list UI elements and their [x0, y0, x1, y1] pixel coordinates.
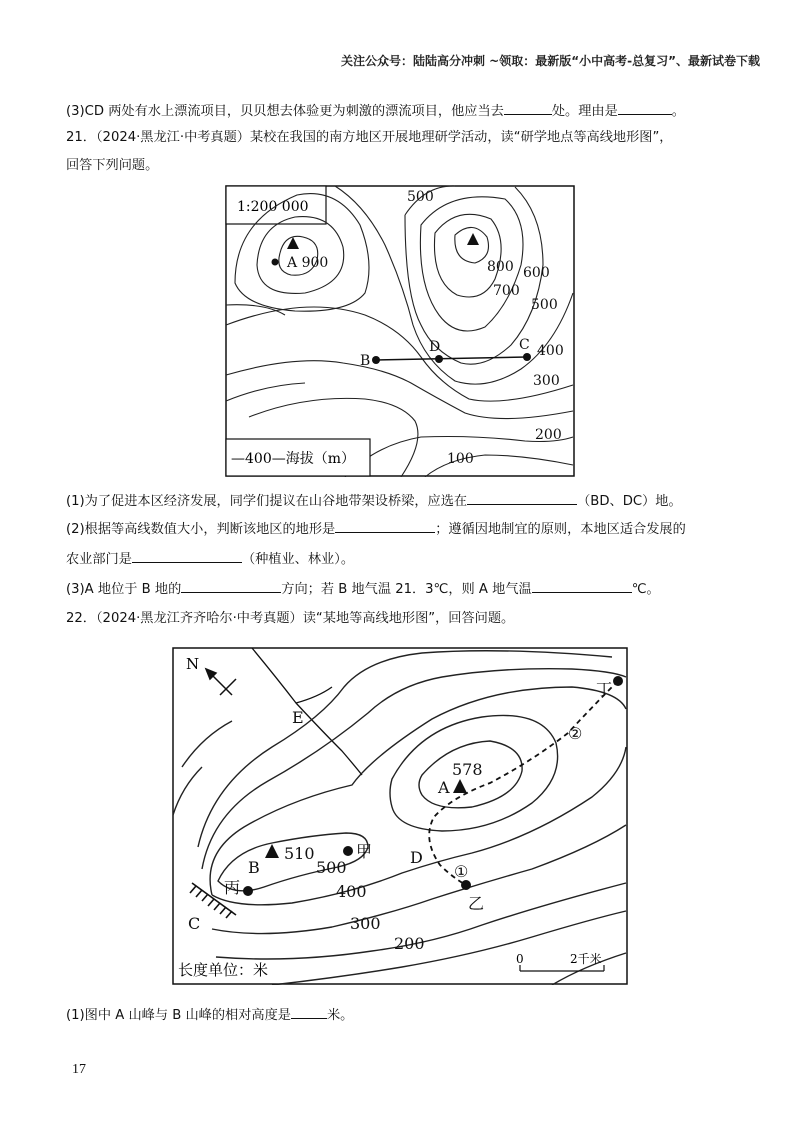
contour-label: 700 — [493, 283, 520, 299]
label-c: C — [519, 337, 530, 353]
q21-sub2: (2)根据等高线数值大小，判断该地区的地形是 ；遵循因地制宜的原则，本地区适合发展的 — [66, 518, 756, 540]
label-b: B — [360, 353, 371, 369]
unit-label: 长度单位：米 — [178, 961, 269, 979]
q21-stem-line1: 21．（2024·黑龙江·中考真题）某校在我国的南方地区开展地理研学活动，读“研学地点等高线地形图”， — [66, 130, 673, 145]
label-c: C — [188, 914, 201, 933]
point-c — [523, 353, 531, 361]
contour-label: 400 — [537, 343, 564, 359]
label-route-1: ① — [454, 862, 469, 881]
answer-blank[interactable] — [467, 490, 577, 505]
q22-stem: 22．（2024·黑龙江齐齐哈尔·中考真题）读“某地等高线地形图”，回答问题。 — [66, 611, 515, 626]
north-label: N — [186, 655, 200, 673]
peak-a-elevation: 578 — [452, 760, 483, 779]
q21-sub1: (1)为了促进本区经济发展，同学们提议在山谷地带架设桥梁，应选在 （BD、DC）地。 — [66, 490, 756, 512]
q20-sub3: (3)CD 两处有水上漂流项目，贝贝想去体验更为刺激的漂流项目，他应当去 处。理由是 。 — [66, 100, 756, 122]
contour-label: 400 — [336, 882, 367, 901]
contour-label: 300 — [350, 914, 381, 933]
contour-map-1 — [225, 185, 575, 477]
point-yi — [461, 880, 471, 890]
label-b: B — [248, 858, 260, 877]
answer-blank[interactable] — [181, 578, 281, 593]
contour-label: 600 — [523, 265, 550, 281]
label-d: D — [429, 339, 441, 355]
label-ding: 丁 — [596, 680, 613, 699]
contour-label: 100 — [447, 451, 474, 467]
q22-sub1: (1)图中 A 山峰与 B 山峰的相对高度是 米。 — [66, 1004, 756, 1026]
point-ding — [613, 676, 623, 686]
label-jia: 甲 — [356, 842, 373, 861]
answer-blank[interactable] — [504, 100, 552, 115]
contour-label: 500 — [531, 297, 558, 313]
q21-stem-line2: 回答下列问题。 — [66, 158, 159, 173]
contour-label: 300 — [533, 373, 560, 389]
q21-sub2-cont: 农业部门是 （种植业、林业）。 — [66, 548, 756, 570]
label-e: E — [292, 708, 304, 727]
contour-label: 200 — [535, 427, 562, 443]
answer-blank[interactable] — [132, 548, 242, 563]
peak-b-elevation: 510 — [284, 844, 315, 863]
point-b — [372, 356, 380, 364]
label-bing: 丙 — [224, 878, 241, 897]
page-header: 关注公众号：陆陆高分冲刺 ~领取：最新版“小中高考-总复习”、最新试卷下载 — [341, 54, 760, 68]
label-a: A — [438, 778, 450, 797]
page-number: 17 — [72, 1062, 86, 1077]
map-scale: 1:200 000 — [237, 199, 309, 215]
q21-sub3: (3)A 地位于 B 地的 方向；若 B 地气温 21．3℃，则 A 地气温 ℃。 — [66, 578, 756, 600]
legend: —400—海拔（m） — [231, 451, 356, 467]
contour-label: 200 — [394, 934, 425, 953]
point-jia — [343, 846, 353, 856]
contour-label: 500 — [316, 858, 347, 877]
label-yi: 乙 — [468, 894, 485, 913]
contour-map-2 — [172, 647, 628, 985]
scale-length: 2千米 — [570, 952, 602, 966]
label-route-2: ② — [568, 724, 583, 743]
answer-blank[interactable] — [335, 518, 435, 533]
label-d: D — [410, 848, 423, 867]
point-bing — [243, 886, 253, 896]
contour-label: 800 — [487, 259, 514, 275]
point-a — [272, 259, 279, 266]
answer-blank[interactable] — [291, 1004, 327, 1019]
contour-label: 500 — [407, 189, 434, 205]
answer-blank[interactable] — [532, 578, 632, 593]
answer-blank[interactable] — [618, 100, 672, 115]
scale-zero: 0 — [516, 952, 524, 966]
point-d — [435, 355, 443, 363]
label-a-900: A 900 — [287, 255, 329, 271]
